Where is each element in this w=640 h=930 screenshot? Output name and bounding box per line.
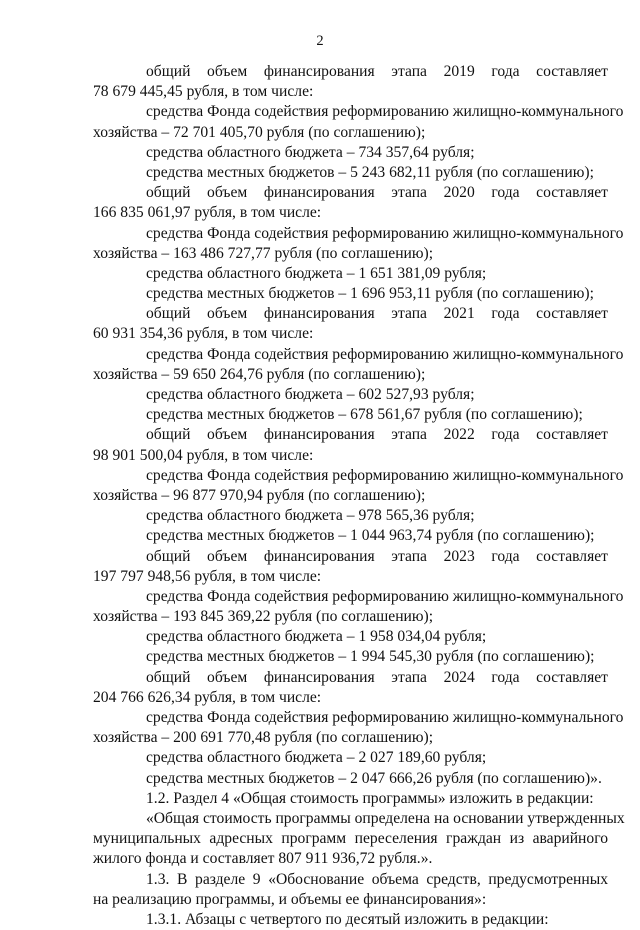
text-line: средства областного бюджета – 1 651 381,09 рубля; [146,264,487,282]
text-line: средства Фонда содействия реформированию жилищно-коммунального [146,466,624,484]
text-line: общий объем финансирования этапа 2019 года составляет [146,63,608,80]
text-line: хозяйства – 72 701 405,70 рубля (по соглашению); [93,123,426,141]
text-line: общий объем финансирования этапа 2021 года составляет [146,305,608,323]
text-line: 204 766 626,34 рубля, в том числе: [93,688,322,706]
text-line: хозяйства – 59 650 264,76 рубля (по соглашению); [93,365,426,383]
text-line: средства областного бюджета – 602 527,93 рубля; [146,386,475,403]
text-line: 197 797 948,56 рубля, в том числе: [93,567,322,585]
text-line: средства местных бюджетов – 1 696 953,11 рубля (по соглашению); [146,285,594,303]
page-number: 2 [316,33,324,49]
text-line: 1.3.1. Абзацы с четвертого по десятый изложить в редакции: [146,910,549,928]
text-line: хозяйства – 163 486 727,77 рубля (по соглашению); [93,244,434,262]
text-line: жилого фонда и составляет 807 911 936,72 рубля.». [93,850,433,868]
text-line: средства областного бюджета – 2 027 189,60 рубля; [146,749,487,767]
text-line: общий объем финансирования этапа 2023 года составляет [146,547,608,565]
text-line: хозяйства – 96 877 970,94 рубля (по соглашению); [93,486,426,504]
document-body [93,62,625,930]
text-line: 1.3. В разделе 9 «Обоснование объема средств, предусмотренных [146,870,608,888]
text-line: средства местных бюджетов – 5 243 682,11 рубля (по соглашению); [146,163,594,181]
text-line: средства областного бюджета – 734 357,64 рубля; [146,143,475,161]
text-line: «Общая стоимость программы определена на основании утвержденных [146,809,625,827]
text-line: 78 679 445,45 рубля, в том числе: [93,83,314,101]
text-line: муниципальных адресных программ переселения граждан из аварийного [93,830,608,848]
text-line: средства местных бюджетов – 678 561,67 рубля (по соглашению); [146,406,583,424]
text-line: средства областного бюджета – 978 565,36 рубля; [146,507,475,525]
text-line: 166 835 061,97 рубля, в том числе: [93,204,322,222]
text-line: 98 901 500,04 рубля, в том числе: [93,446,314,464]
text-line: общий объем финансирования этапа 2024 года составляет [146,668,608,686]
text-line: средства местных бюджетов – 1 994 545,30 рубля (по соглашению); [146,648,595,666]
text-line: средства местных бюджетов – 1 044 963,74 рубля (по соглашению); [146,527,595,545]
text-line: 1.2. Раздел 4 «Общая стоимость программы» изложить в редакции: [146,789,594,807]
text-line: общий объем финансирования этапа 2022 года составляет [146,426,608,444]
text-line: средства Фонда содействия реформированию жилищно-коммунального [146,709,624,726]
text-line: хозяйства – 200 691 770,48 рубля (по соглашению); [93,729,434,747]
text-line: хозяйства – 193 845 369,22 рубля (по соглашению); [93,608,434,626]
text-line: средства местных бюджетов – 2 047 666,26 рубля (по соглашению)». [146,769,602,787]
text-line: средства областного бюджета – 1 958 034,04 рубля; [146,628,487,646]
text-line: средства Фонда содействия реформированию жилищно-коммунального [146,345,624,363]
text-line: на реализацию программы, и объемы ее финансирования»: [93,890,487,908]
text-line: средства Фонда содействия реформированию жилищно-коммунального [146,587,624,605]
text-line: 60 931 354,36 рубля, в том числе: [93,325,314,343]
text-line: общий объем финансирования этапа 2020 года составляет [146,184,608,202]
text-line: средства Фонда содействия реформированию жилищно-коммунального [146,103,624,121]
text-line: средства Фонда содействия реформированию жилищно-коммунального [146,224,624,242]
